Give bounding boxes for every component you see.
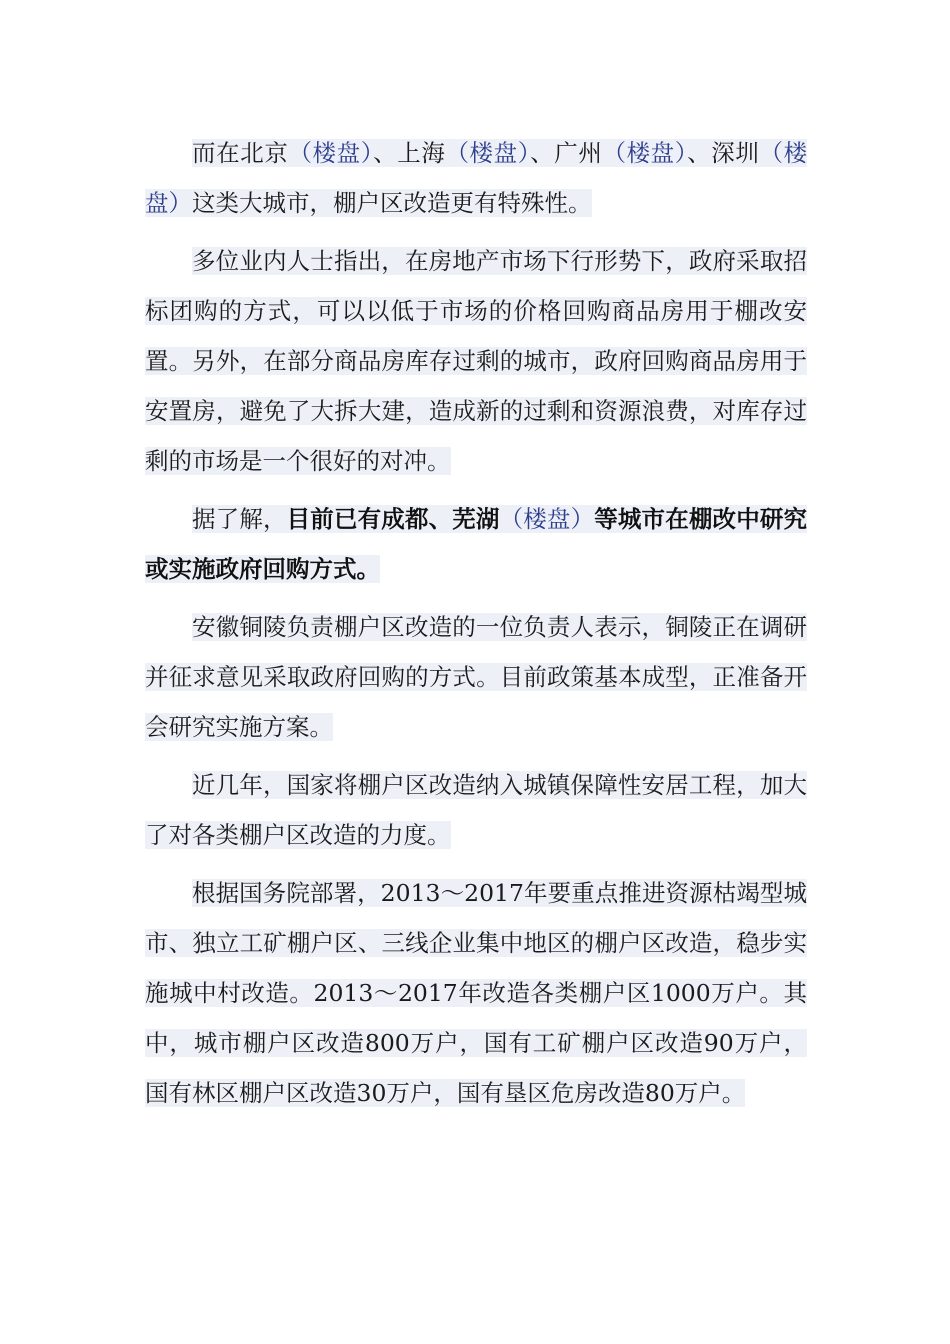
paragraph-5-text: 近几年，国家将棚户区改造纳入城镇保障性安居工程，加大了对各类棚户区改造的力度。 [145,771,807,849]
loupan-link-shenzhen[interactable]: （楼盘） [145,139,808,217]
paragraph-4 [145,602,807,752]
paragraph-3 [145,494,807,594]
article-body [145,128,807,1126]
paragraph-2 [145,236,807,486]
paragraph-5 [145,760,807,860]
paragraph-6 [145,868,807,1118]
loupan-link-beijing[interactable]: （楼盘） [288,139,374,167]
p1-text-a: 而在北京 [192,139,289,167]
loupan-link-wuhu[interactable]: （楼盘） [499,505,595,533]
paragraph-6-text: 根据国务院部署，2013～2017年要重点推进资源枯竭型城市、独立工矿棚户区、三线企业集中地区的棚户区改造，稳步实施城中村改造。2013～2017年改造各类棚户区1000万户。其中，城市棚户区改造800万户，国有工矿棚户区改造90万户，国有林区棚户区改造30万户，国有垦区危房改造80万户。 [145,879,807,1107]
paragraph-3-highlight [145,505,807,583]
p1-text-c: 、上海 [373,139,446,167]
p3-bold-text-d: 等城市在棚改中研究或实施政府回购方式。 [145,505,808,583]
p3-bold-text-b: 目前已有成都、芜湖 [286,505,500,533]
p1-text-e: 、广州 [530,139,603,167]
paragraph-1 [145,128,807,228]
paragraph-4-text: 安徽铜陵负责棚户区改造的一位负责人表示，铜陵正在调研并征求意见采取政府回购的方式。目前政策基本成型，正准备开会研究实施方案。 [145,613,807,741]
paragraph-1-highlight [145,139,807,217]
loupan-link-shanghai[interactable]: （楼盘） [445,139,531,167]
p3-text-a: 据了解， [192,505,287,533]
p1-text-i: 这类大城市，棚户区改造更有特殊性。 [192,189,592,217]
p1-text-g: 、深圳 [687,139,760,167]
paragraph-2-text: 多位业内人士指出，在房地产市场下行形势下，政府采取招标团购的方式，可以以低于市场的价格回购商品房用于棚改安置。另外，在部分商品房库存过剩的城市，政府回购商品房用于安置房，避免了大拆大建，造成新的过剩和资源浪费，对库存过剩的市场是一个很好的对冲。 [145,247,807,475]
loupan-link-guangzhou[interactable]: （楼盘） [602,139,688,167]
